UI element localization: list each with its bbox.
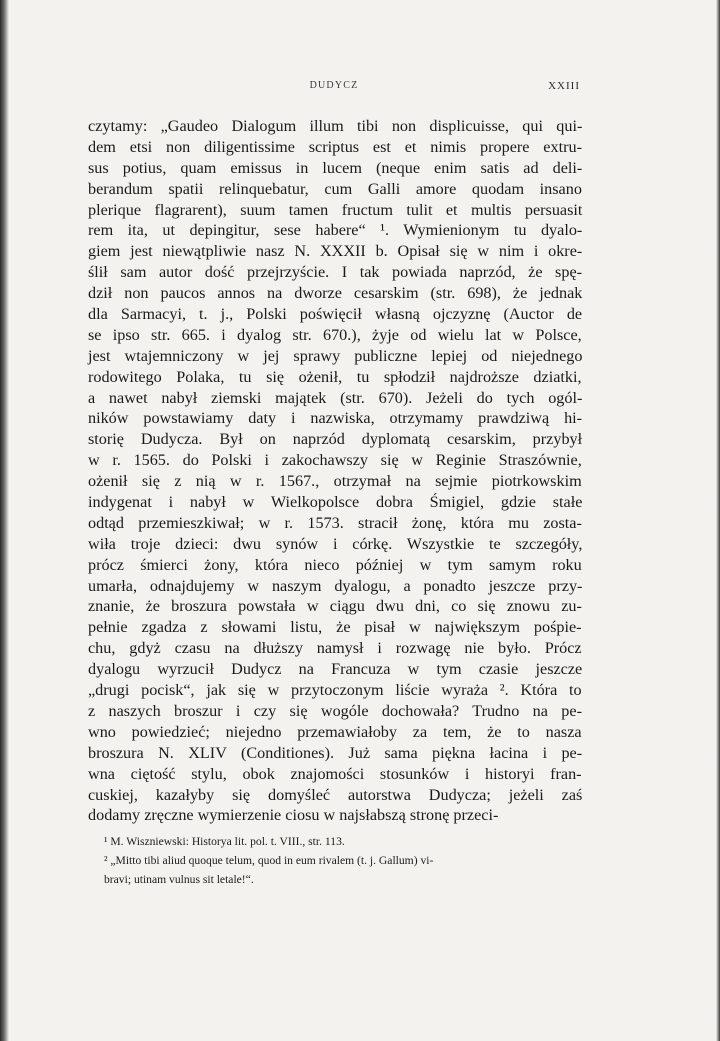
text-line: rem ita, ut depingitur, sese habere“ ¹. Wymienionym tu dyalo- [88,221,583,240]
footnotes [104,832,582,889]
text-line: ożenił się z nią w r. 1567., otrzymał na sejmie piotrkowskim [88,472,582,491]
text-line: dził non paucos annos na dworze cesarskim (str. 698), że jednak [88,284,583,303]
text-line: rodowitego Polaka, tu się ożenił, tu spłodził najdroższe dziatki, [88,367,582,386]
page-number: XXIII [548,80,580,92]
text-line: broszura N. XLIV (Conditiones). Już sama piękna łacina i pe- [88,743,583,762]
text-line: dodamy zręczne wymierzenie ciosu w najsłabszą stronę przeci- [88,806,499,825]
text-line: czytamy: „Gaudeo Dialogum illum tibi non displicuisse, qui qui- [88,117,583,135]
scan-edge-left [0,0,9,1041]
text-line: plerique flagrarent), suum tamen fructum tulit et multis persuasit [88,200,583,219]
text-line: a nawet nabył ziemski majątek (str. 670). Jeżeli do tych ogól- [88,388,583,407]
footnote-1: ¹ M. Wiszniewski: Historya lit. pol. t. VIII., str. 113. [104,835,345,848]
text-line: storię Dudycza. Był on naprzód dyplomatą cesarskim, przybył [88,430,583,449]
text-line: wna ciętość stylu, obok znajomości stosunków i historyi fran- [88,764,582,783]
text-line: se ipso str. 665. i dyalog str. 670.), żyje od wielu lat w Polsce, [88,325,582,344]
footnote-2-continued: bravi; utinam vulnus sit letale!“. [104,873,254,886]
text-line: dem etsi non diligentissime scriptus est et nimis propere extru- [88,137,582,156]
body-text [88,116,582,826]
text-line: cuskiej, kazałyby się domyśleć autorstwa Dudycza; jeżeli zaś [88,785,583,804]
text-line: wiła troje dzieci: dwu synów i córkę. Wszystkie te szczegóły, [88,534,583,553]
scan-edge-right [716,0,720,1041]
text-line: ników powstawiamy daty i nazwiska, otrzymamy prawdziwą hi- [88,409,583,428]
text-line: ślił sam autor dość przejrzyście. I tak powiada naprzód, że spę- [88,263,583,282]
text-line: sus potius, quam emissus in lucem (neque enim satis ad deli- [88,158,583,177]
text-line: prócz śmierci żony, która nieco później w tym samym roku [88,555,582,574]
page-header [88,80,580,96]
footnote-2: ² „Mitto tibi aliud quoque telum, quod in eum rivalem (t. j. Gallum) vi- [104,854,434,867]
text-line: berandum spatii relinquebatur, cum Galli amore quodam insano [88,179,582,198]
text-line: pełnie zgadza z słowami listu, że pisał w największym pośpie- [88,618,582,637]
text-line: dyalogu wyrzucił Dudycz na Francuza w tym czasie jeszcze [88,660,583,679]
text-line: odtąd przemieszkiwał; w r. 1573. stracił żonę, która mu zosta- [88,513,582,532]
text-line: giem jest niewątpliwie nasz N. XXXII b. Opisał się w nim i okre- [88,242,583,261]
running-title: DUDYCZ [309,80,359,91]
text-line: znanie, że broszura powstała w ciągu dwu dni, co się znowu zu- [88,597,582,616]
text-line: umarła, odnajdujemy w naszym dyalogu, a ponadto jeszcze przy- [88,576,583,595]
text-line: dla Sarmacyi, t. j., Polski poświęcił własną ojczyznę (Auctor de [88,305,583,324]
text-line: chu, gdyż czasu na dłuższy namysł i rozwagę nie było. Prócz [88,639,582,658]
text-line: indygenat i nabył w Wielkopolsce dobra Śmigiel, gdzie stałe [88,493,583,512]
text-line: wno powiedzieć; niejedno przemawiałoby za tem, że to nasza [88,722,582,741]
text-line: z naszych broszur i czy się wogóle dochowała? Trudno na pe- [88,701,582,720]
text-line: „drugi pocisk“, jak się w przytoczonym liście wyraża ². Która to [88,681,582,700]
text-line: jest wtajemniczony w jej sprawy publiczne lepiej od niejednego [88,346,583,365]
text-line: w r. 1565. do Polski i zakochawszy się w Reginie Straszównie, [88,451,582,470]
